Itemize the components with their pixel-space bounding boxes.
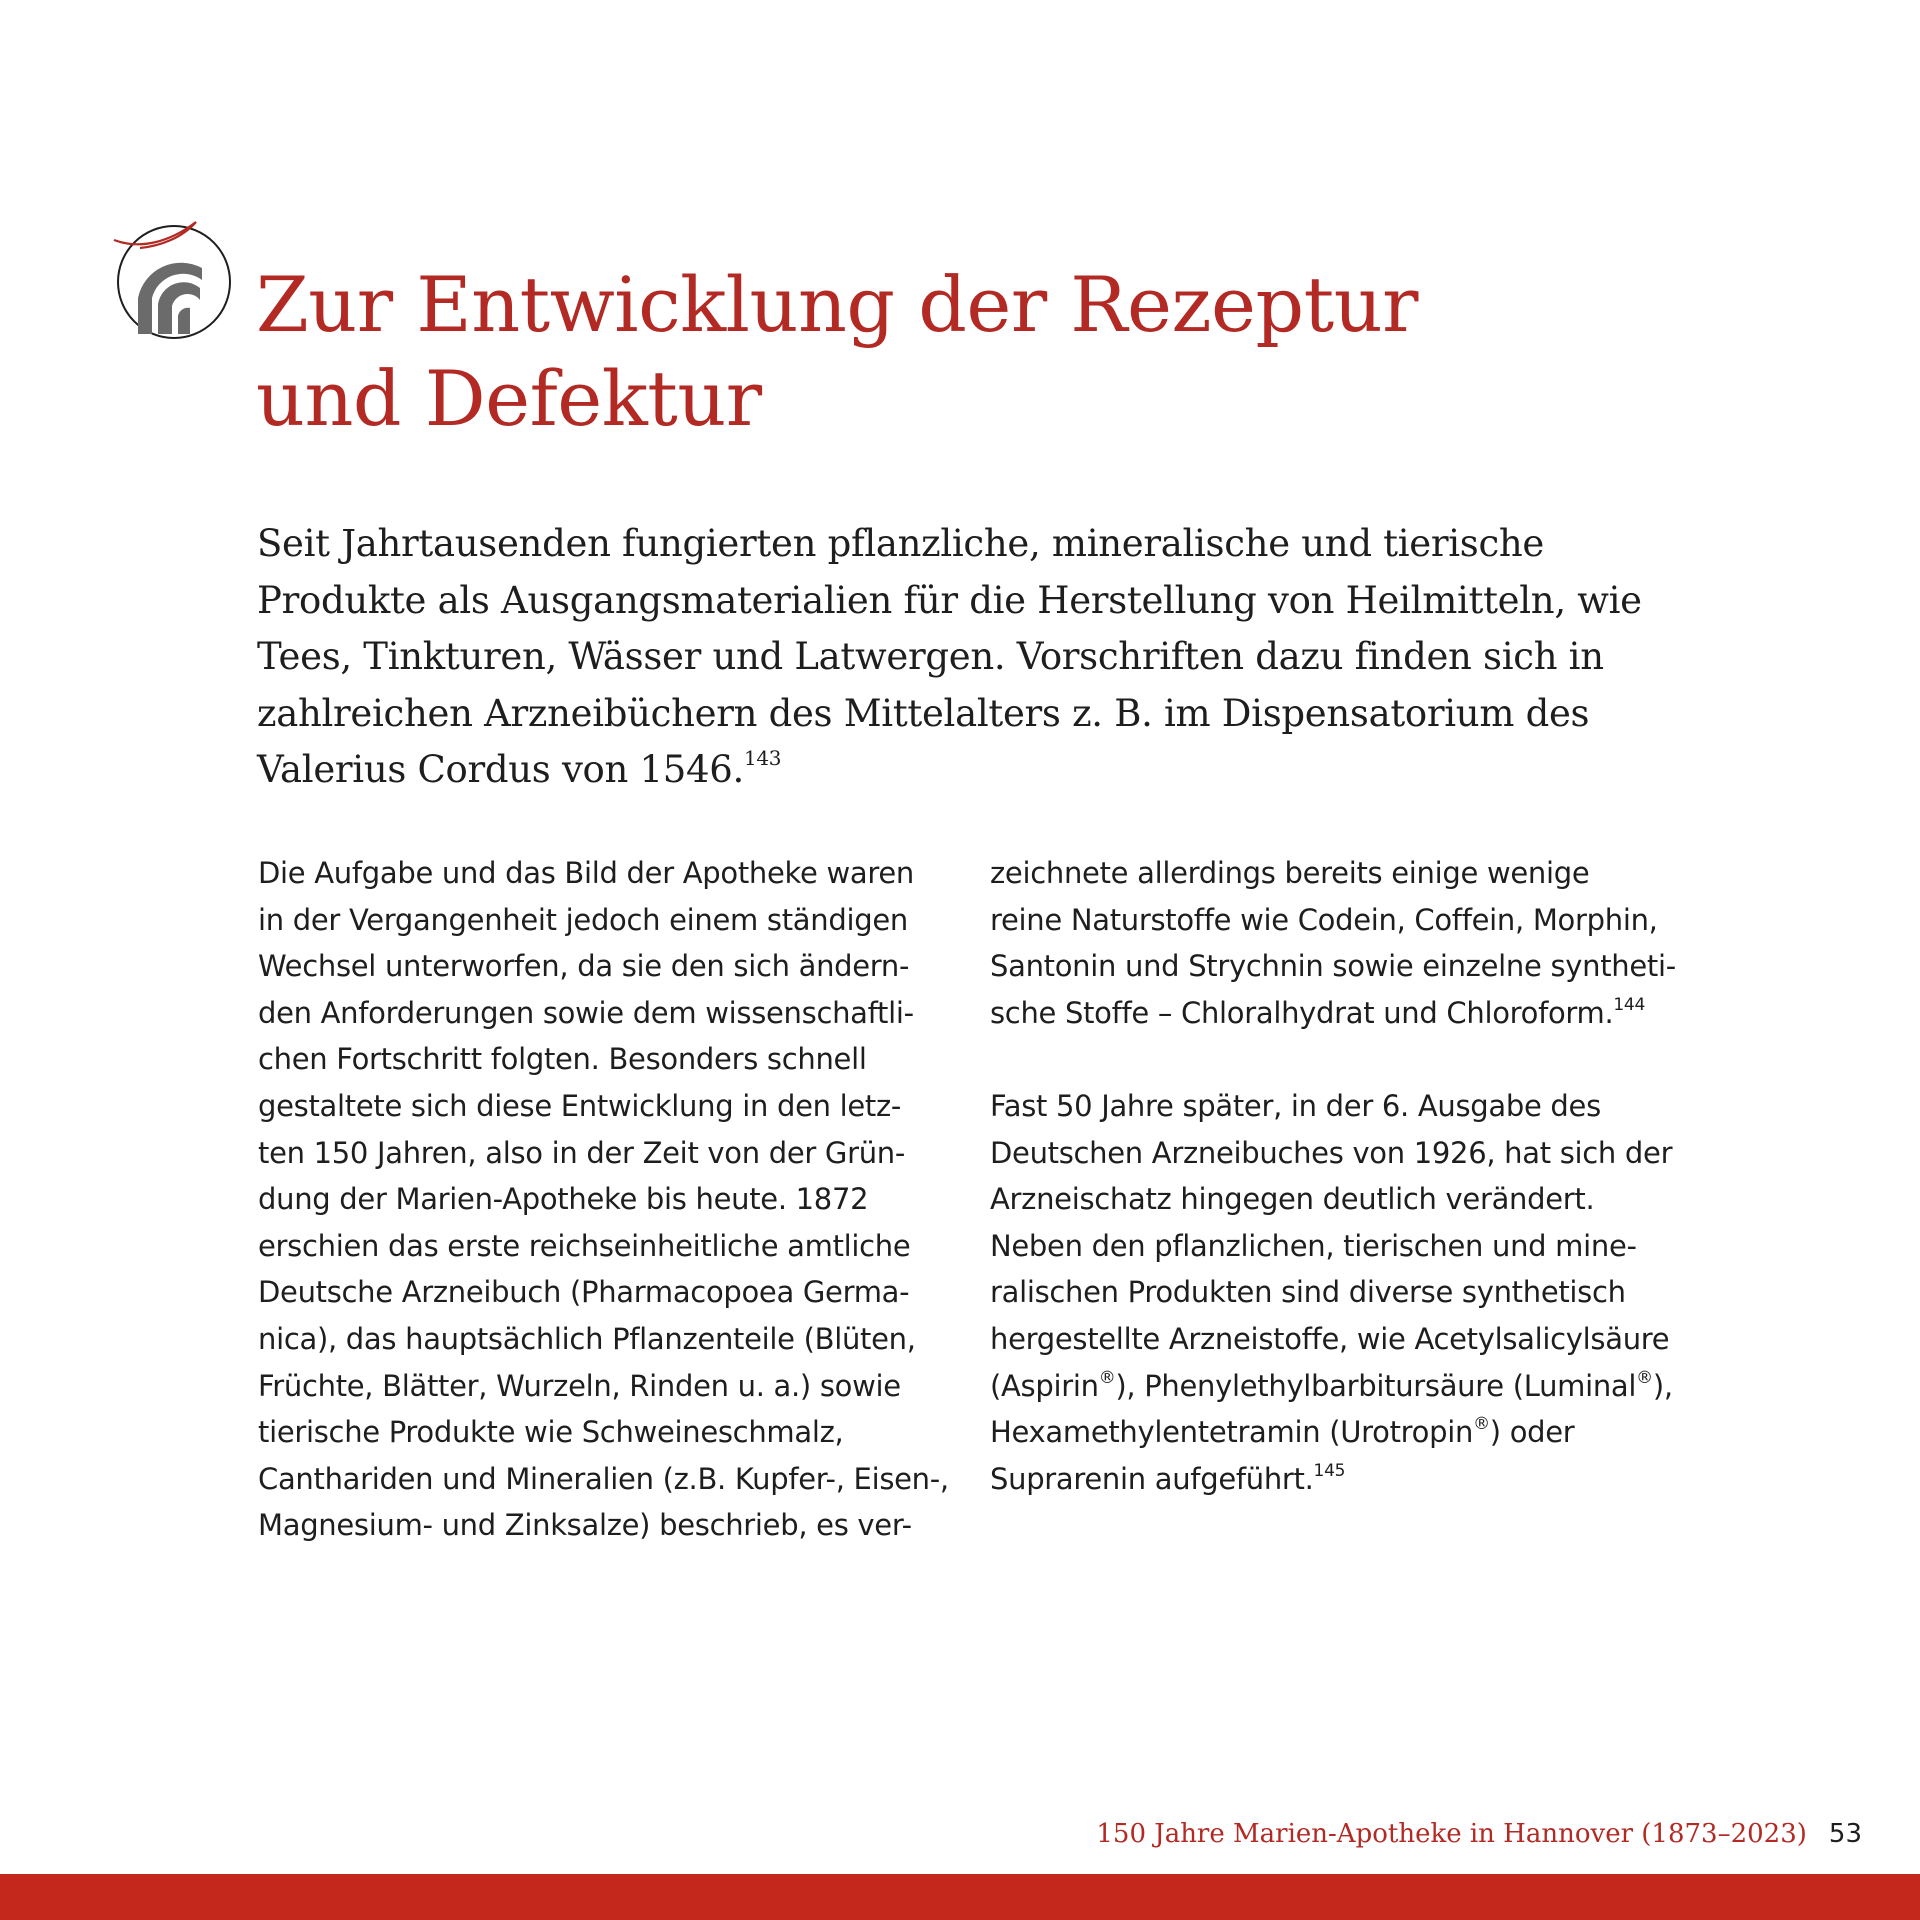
body-line: Deutschen Arzneibuches von 1926, hat sich der bbox=[990, 1135, 1673, 1170]
body-line: Neben den pflanzlichen, tierischen und mine- bbox=[990, 1228, 1637, 1263]
body-column-right bbox=[990, 850, 1676, 1502]
page-title-line-1: Zur Entwicklung der Rezeptur bbox=[256, 260, 1418, 349]
lead-paragraph bbox=[257, 516, 1677, 799]
body-line: Magnesium- und Zinksalze) beschrieb, es ver- bbox=[258, 1508, 912, 1543]
bottom-accent-bar bbox=[0, 1874, 1920, 1920]
registered-mark: ® bbox=[1473, 1414, 1490, 1435]
body-text: Hexamethylentetramin (Urotropin bbox=[990, 1415, 1474, 1450]
body-line: Fast 50 Jahre später, in der 6. Ausgabe des bbox=[990, 1088, 1601, 1123]
body-line: zeichnete allerdings bereits einige wenige bbox=[990, 856, 1590, 890]
body-line: tierische Produkte wie Schweineschmalz, bbox=[258, 1415, 844, 1450]
body-line: ten 150 Jahren, also in der Zeit von der Grün- bbox=[258, 1135, 906, 1170]
footnote-ref-145: 145 bbox=[1313, 1461, 1346, 1482]
registered-mark: ® bbox=[1098, 1367, 1116, 1388]
body-line-with-trademark bbox=[990, 1409, 1676, 1456]
registered-mark: ® bbox=[1636, 1367, 1653, 1388]
body-line: Arzneischatz hingegen deutlich verändert. bbox=[990, 1182, 1595, 1217]
body-line: hergestellte Arzneistoffe, wie Acetylsalicylsäure bbox=[990, 1321, 1670, 1356]
body-line-with-footnote bbox=[990, 1456, 1676, 1503]
body-line: Früchte, Blätter, Wurzeln, Rinden u. a.) sowie bbox=[258, 1368, 901, 1403]
paragraph-gap bbox=[990, 1036, 1676, 1083]
footnote-ref-143: 143 bbox=[743, 745, 782, 770]
page-number: 53 bbox=[1828, 1819, 1862, 1849]
body-text: (Aspirin bbox=[990, 1368, 1099, 1403]
page-title-line-2: und Defektur bbox=[256, 354, 762, 443]
body-line: Santonin und Strychnin sowie einzelne syntheti- bbox=[990, 949, 1676, 984]
body-line-with-trademarks bbox=[990, 1363, 1676, 1410]
body-text: sche Stoffe – Chloralhydrat und Chloroform. bbox=[990, 995, 1614, 1030]
running-footer bbox=[1096, 1814, 1862, 1854]
lead-line-last bbox=[257, 742, 1677, 799]
body-line: Deutsche Arzneibuch (Pharmacopoea Germa- bbox=[258, 1275, 910, 1310]
body-line: Wechsel unterworfen, da sie den sich ändern- bbox=[258, 949, 910, 984]
body-line: erschien das erste reichseinheitliche amtliche bbox=[258, 1228, 911, 1263]
lead-line: zahlreichen Arzneibüchern des Mittelalters z. B. im Dispensatorium des bbox=[257, 691, 1590, 735]
footer-title: 150 Jahre Marien-Apotheke in Hannover (1873–2023) bbox=[1096, 1819, 1807, 1849]
marien-apotheke-logo bbox=[110, 212, 238, 342]
body-column-left bbox=[258, 850, 949, 1549]
body-line: chen Fortschritt folgten. Besonders schnell bbox=[258, 1042, 867, 1077]
page-title bbox=[256, 258, 1418, 446]
body-text: Suprarenin aufgeführt. bbox=[990, 1461, 1314, 1496]
lead-line: Produkte als Ausgangsmaterialien für die Herstellung von Heilmitteln, wie bbox=[257, 578, 1642, 622]
body-line: nica), das hauptsächlich Pflanzenteile (Blüten, bbox=[258, 1321, 916, 1356]
lead-line: Tees, Tinkturen, Wässer und Latwergen. Vorschriften dazu finden sich in bbox=[257, 635, 1604, 678]
lead-line: Seit Jahrtausenden fungierten pflanzliche, mineralische und tierische bbox=[257, 522, 1545, 565]
body-line: Die Aufgabe und das Bild der Apotheke waren bbox=[258, 856, 914, 890]
footnote-ref-144: 144 bbox=[1613, 995, 1645, 1016]
body-line: Canthariden und Mineralien (z.B. Kupfer-, Eisen-, bbox=[258, 1461, 949, 1496]
lead-line: Valerius Cordus von 1546. bbox=[257, 748, 744, 791]
body-text: ), Phenylethylbarbitursäure (Luminal bbox=[1115, 1368, 1637, 1403]
body-text: ) oder bbox=[1489, 1415, 1575, 1450]
body-line-with-footnote bbox=[990, 990, 1676, 1037]
body-line: in der Vergangenheit jedoch einem ständigen bbox=[258, 902, 908, 937]
body-text: ), bbox=[1652, 1368, 1673, 1403]
body-line: reine Naturstoffe wie Codein, Coffein, Morphin, bbox=[990, 902, 1658, 937]
body-line: den Anforderungen sowie dem wissenschaftli- bbox=[258, 995, 914, 1030]
body-line: ralischen Produkten sind diverse synthetisch bbox=[990, 1275, 1626, 1310]
body-line: gestaltete sich diese Entwicklung in den letz- bbox=[258, 1088, 902, 1123]
body-line: dung der Marien-Apotheke bis heute. 1872 bbox=[258, 1182, 869, 1217]
